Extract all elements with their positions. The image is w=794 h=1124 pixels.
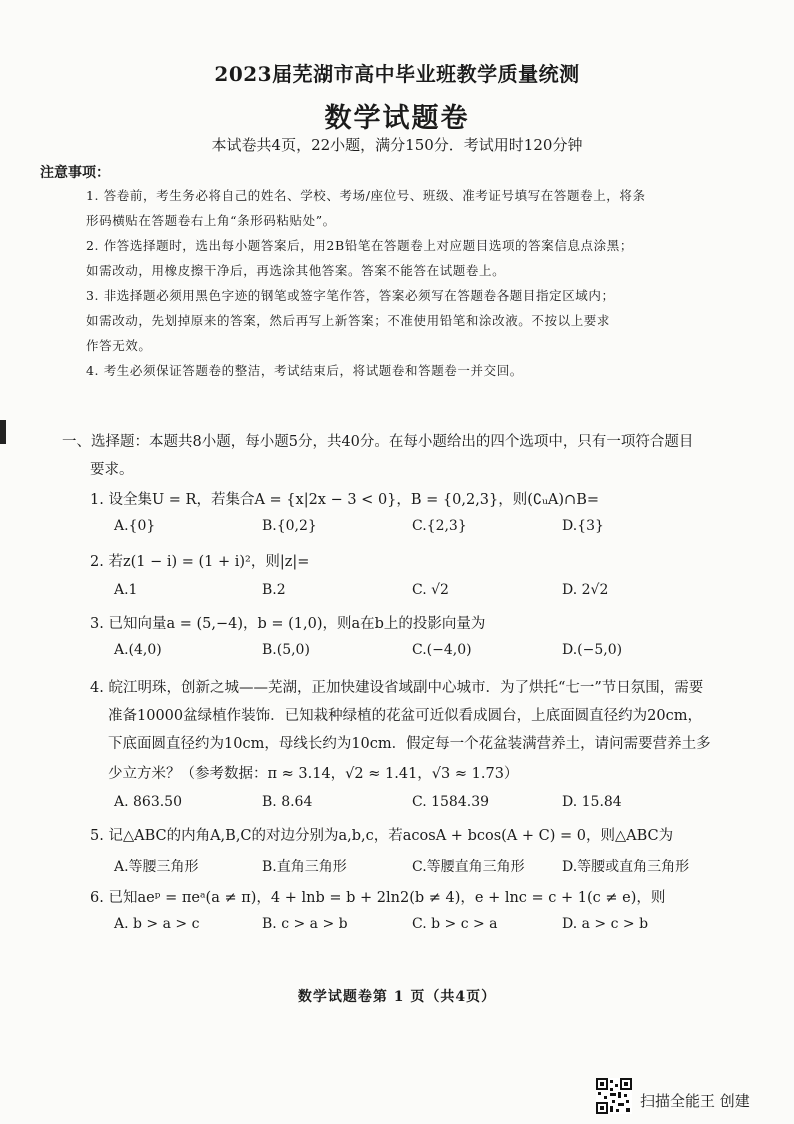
page-footer: 数学试题卷第 1 页（共4页）: [297, 989, 497, 1005]
q3-option-b: B.(5,0): [262, 642, 310, 658]
question-2: 2. 若z(1 − i) = (1 + i)²，则|z|=: [90, 554, 310, 570]
q3-option-c: C.(−4,0): [412, 642, 472, 658]
question-4-line: 下底面圆直径约为10cm，母线长约为10cm．假定每一个花盆装满营养土，请问需要营养土多: [108, 736, 711, 752]
paper-subtitle: 数学试题卷: [324, 103, 470, 134]
q5-option-c: C.等腰直角三角形: [412, 859, 525, 875]
notice-line: 3. 非选择题必须用黑色字迹的钢笔或签字笔作答，答案必须写在答题卷各题目指定区域内；: [86, 288, 615, 303]
question-4-line: 4. 皖江明珠，创新之城——芜湖，正加快建设省域副中心城市．为了烘托“七一”节日氛围，需要: [90, 680, 704, 696]
scanner-watermark: 扫描全能王 创建: [640, 1092, 750, 1110]
q5-option-b: B.直角三角形: [262, 859, 347, 875]
q3-option-d: D.(−5,0): [562, 642, 623, 658]
q2-option-c: C. √2: [412, 582, 449, 598]
q4-option-a: A. 863.50: [114, 794, 182, 810]
q2-option-d: D. 2√2: [562, 582, 609, 598]
question-4-line: 准备10000盆绿植作装饰．已知栽种绿植的花盆可近似看成圆台，上底面圆直径约为20cm，: [108, 708, 702, 724]
q4-option-d: D. 15.84: [562, 794, 622, 810]
q6-option-b: B. c > a > b: [262, 916, 348, 932]
exam-title: 2023届芜湖市高中毕业班教学质量统测: [214, 62, 580, 86]
qr-code-icon: [596, 1078, 632, 1114]
section-heading: 一、选择题：本题共8小题，每小题5分，共40分。在每小题给出的四个选项中，只有一项符合题目: [62, 434, 694, 450]
question-1: 1. 设全集U = R，若集合A = {x|2x − 3 < 0}，B = {0,2,3}，则(∁ᵤA)∩B=: [90, 492, 600, 508]
q6-option-a: A. b > a > c: [114, 916, 200, 932]
q3-option-a: A.(4,0): [114, 642, 162, 658]
question-3: 3. 已知向量a = (5,−4)，b = (1,0)，则a在b上的投影向量为: [90, 616, 486, 632]
q6-option-c: C. b > c > a: [412, 916, 498, 932]
exam-info: 本试卷共4页，22小题，满分150分．考试用时120分钟: [211, 136, 583, 154]
question-4-line: 少立方米？（参考数据：π ≈ 3.14，√2 ≈ 1.41，√3 ≈ 1.73）: [108, 766, 519, 782]
q6-option-d: D. a > c > b: [562, 916, 649, 932]
notice-line: 1. 答卷前，考生务必将自己的姓名、学校、考场/座位号、班级、准考证号填写在答题卷上，将条: [86, 188, 646, 203]
q1-option-b: B.{0,2}: [262, 518, 317, 534]
notice-heading: 注意事项：: [40, 165, 110, 181]
notice-line: 作答无效。: [86, 338, 152, 353]
q4-option-b: B. 8.64: [262, 794, 313, 810]
q1-option-d: D.{3}: [562, 518, 604, 534]
q5-option-a: A.等腰三角形: [114, 859, 199, 875]
question-6: 6. 已知aeᵖ = πeᵃ(a ≠ π)，4 + lnb = b + 2ln2(b ≠ 4)，e + lnc = c + 1(c ≠ e)，则: [90, 890, 666, 906]
question-5: 5. 记△ABC的内角A,B,C的对边分别为a,b,c，若acosA + bcos(A + C) = 0，则△ABC为: [90, 828, 674, 844]
notice-line: 4. 考生必须保证答题卷的整洁，考试结束后，将试题卷和答题卷一并交回。: [86, 363, 523, 378]
section-heading-cont: 要求。: [90, 462, 134, 478]
notice-line: 形码横贴在答题卷右上角“条形码粘贴处”。: [86, 213, 336, 228]
q2-option-b: B.2: [262, 582, 286, 598]
q2-option-a: A.1: [114, 582, 138, 598]
q5-option-d: D.等腰或直角三角形: [562, 859, 690, 875]
page-edge-mark: [0, 420, 6, 444]
q1-option-a: A.{0}: [114, 518, 156, 534]
notice-line: 2. 作答选择题时，选出每小题答案后，用2B铅笔在答题卷上对应题目选项的答案信息点涂黑；: [86, 238, 633, 253]
q4-option-c: C. 1584.39: [412, 794, 490, 810]
q1-option-c: C.{2,3}: [412, 518, 467, 534]
notice-line: 如需改动，先划掉原来的答案，然后再写上新答案；不准使用铅笔和涂改液。不按以上要求: [86, 313, 611, 328]
notice-line: 如需改动，用橡皮擦干净后，再选涂其他答案。答案不能答在试题卷上。: [86, 263, 506, 278]
